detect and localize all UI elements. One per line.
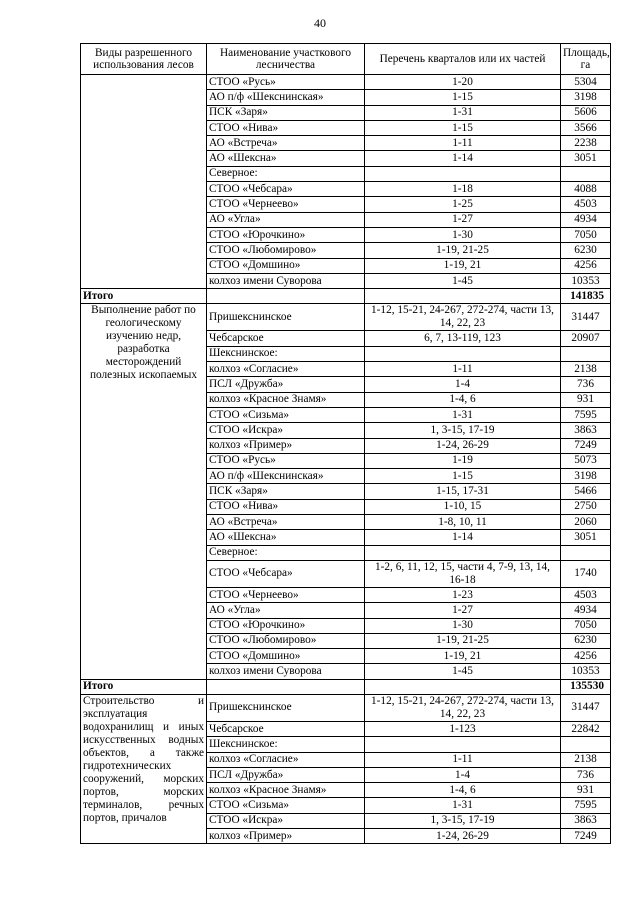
area-cell: 2060 bbox=[561, 515, 611, 530]
use-type-cell: Выполнение работ по геологическому изучению недр, разработка месторождений полезных ископаемых bbox=[81, 304, 207, 679]
forestry-name-cell: СТОО «Чебсара» bbox=[207, 182, 365, 197]
forestry-name-cell: Пришекснинское bbox=[207, 304, 365, 331]
quarters-cell: 1-23 bbox=[365, 587, 561, 602]
quarters-cell: 1-4 bbox=[365, 377, 561, 392]
forestry-name-cell: АО «Встреча» bbox=[207, 136, 365, 151]
table-row bbox=[81, 75, 611, 90]
forestry-name-cell: АО «Шексна» bbox=[207, 530, 365, 545]
page-number: 40 bbox=[314, 16, 326, 30]
area-cell: 31447 bbox=[561, 304, 611, 331]
forestry-name-cell: колхоз «Пример» bbox=[207, 829, 365, 844]
area-cell: 3051 bbox=[561, 151, 611, 166]
area-cell: 3051 bbox=[561, 530, 611, 545]
area-cell: 5304 bbox=[561, 75, 611, 90]
area-cell: 3198 bbox=[561, 90, 611, 105]
forestry-name-cell: СТОО «Нива» bbox=[207, 120, 365, 135]
forest-use-table bbox=[80, 43, 611, 844]
table-body bbox=[81, 75, 611, 844]
forestry-name-cell: Чебсарское bbox=[207, 721, 365, 736]
use-type-cell bbox=[81, 75, 207, 289]
forestry-name-cell: СТОО «Нива» bbox=[207, 499, 365, 514]
quarters-cell: 1-20 bbox=[365, 75, 561, 90]
forestry-name-cell: СТОО «Домшино» bbox=[207, 649, 365, 664]
area-cell: 4934 bbox=[561, 603, 611, 618]
area-cell: 4088 bbox=[561, 182, 611, 197]
forestry-name-cell: колхоз «Красное Знамя» bbox=[207, 392, 365, 407]
area-cell: 2750 bbox=[561, 499, 611, 514]
area-cell: 31447 bbox=[561, 694, 611, 721]
quarters-cell bbox=[365, 166, 561, 181]
forestry-name-cell: ПСК «Заря» bbox=[207, 105, 365, 120]
area-cell: 4256 bbox=[561, 258, 611, 273]
header-use-type: Виды разрешенного использования лесов bbox=[81, 44, 207, 75]
quarters-cell: 1-10, 15 bbox=[365, 499, 561, 514]
area-cell bbox=[561, 346, 611, 361]
area-cell: 7595 bbox=[561, 407, 611, 422]
forestry-name-cell: ПСЛ «Дружба» bbox=[207, 377, 365, 392]
forestry-name-cell: Чебсарское bbox=[207, 331, 365, 346]
quarters-cell: 1-14 bbox=[365, 530, 561, 545]
area-cell: 2138 bbox=[561, 362, 611, 377]
quarters-cell: 1-11 bbox=[365, 362, 561, 377]
area-cell: 10353 bbox=[561, 664, 611, 679]
forestry-name-cell: АО п/ф «Шекснинская» bbox=[207, 90, 365, 105]
area-cell: 7050 bbox=[561, 227, 611, 242]
forestry-name-cell: СТОО «Искра» bbox=[207, 813, 365, 828]
forestry-name-cell: АО «Шексна» bbox=[207, 151, 365, 166]
quarters-cell: 1-2, 6, 11, 12, 15, части 4, 7-9, 13, 14, 16-18 bbox=[365, 560, 561, 587]
quarters-cell: 1-18 bbox=[365, 182, 561, 197]
area-cell bbox=[561, 737, 611, 752]
area-cell: 4503 bbox=[561, 197, 611, 212]
total-row bbox=[81, 679, 611, 694]
quarters-cell: 1-45 bbox=[365, 273, 561, 288]
total-row bbox=[81, 289, 611, 304]
quarters-cell: 1-19 bbox=[365, 453, 561, 468]
forestry-name-cell: СТОО «Чернеево» bbox=[207, 587, 365, 602]
area-cell: 20907 bbox=[561, 331, 611, 346]
area-cell: 4256 bbox=[561, 649, 611, 664]
forestry-name-cell: колхоз имени Суворова bbox=[207, 273, 365, 288]
table-row bbox=[81, 304, 611, 331]
forestry-name-cell: АО «Встреча» bbox=[207, 515, 365, 530]
quarters-cell: 1-19, 21-25 bbox=[365, 633, 561, 648]
empty-cell bbox=[365, 289, 561, 304]
quarters-cell: 1-4, 6 bbox=[365, 392, 561, 407]
quarters-cell: 1-4 bbox=[365, 767, 561, 782]
table-row bbox=[81, 694, 611, 721]
quarters-cell: 1-12, 15-21, 24-267, 272-274, части 13, 14, 22, 23 bbox=[365, 694, 561, 721]
area-cell bbox=[561, 545, 611, 560]
forestry-name-cell: колхоз «Пример» bbox=[207, 438, 365, 453]
forestry-name-cell: колхоз «Согласие» bbox=[207, 752, 365, 767]
forestry-name-cell: АО «Угла» bbox=[207, 212, 365, 227]
forestry-name-cell: СТОО «Домшино» bbox=[207, 258, 365, 273]
forestry-name-cell: Северное: bbox=[207, 166, 365, 181]
area-cell: 3566 bbox=[561, 120, 611, 135]
area-cell: 7595 bbox=[561, 798, 611, 813]
forestry-name-cell: АО п/ф «Шекснинская» bbox=[207, 469, 365, 484]
quarters-cell: 1-31 bbox=[365, 798, 561, 813]
quarters-cell: 1-4, 6 bbox=[365, 783, 561, 798]
area-cell: 5466 bbox=[561, 484, 611, 499]
quarters-cell: 1-24, 26-29 bbox=[365, 438, 561, 453]
area-cell: 7249 bbox=[561, 438, 611, 453]
quarters-cell: 1-19, 21-25 bbox=[365, 243, 561, 258]
quarters-cell: 1-123 bbox=[365, 721, 561, 736]
quarters-cell: 1, 3-15, 17-19 bbox=[365, 423, 561, 438]
forestry-name-cell: колхоз имени Суворова bbox=[207, 664, 365, 679]
area-cell: 3863 bbox=[561, 423, 611, 438]
forestry-name-cell: СТОО «Юрочкино» bbox=[207, 618, 365, 633]
header-forestry: Наименование участкового лесничества bbox=[207, 44, 365, 75]
quarters-cell: 1-25 bbox=[365, 197, 561, 212]
area-cell: 931 bbox=[561, 392, 611, 407]
quarters-cell: 1-11 bbox=[365, 752, 561, 767]
area-cell: 7050 bbox=[561, 618, 611, 633]
forestry-name-cell: СТОО «Русь» bbox=[207, 75, 365, 90]
quarters-cell: 1-31 bbox=[365, 105, 561, 120]
forestry-name-cell: СТОО «Любомирово» bbox=[207, 633, 365, 648]
area-cell: 3863 bbox=[561, 813, 611, 828]
forestry-name-cell: ПСК «Заря» bbox=[207, 484, 365, 499]
area-cell: 22842 bbox=[561, 721, 611, 736]
total-area: 135530 bbox=[561, 679, 611, 694]
quarters-cell bbox=[365, 545, 561, 560]
quarters-cell: 1-27 bbox=[365, 212, 561, 227]
area-cell bbox=[561, 166, 611, 181]
area-cell: 931 bbox=[561, 783, 611, 798]
forestry-name-cell: колхоз «Согласие» bbox=[207, 362, 365, 377]
quarters-cell: 1-15 bbox=[365, 120, 561, 135]
total-label: Итого bbox=[81, 289, 207, 304]
total-label: Итого bbox=[81, 679, 207, 694]
quarters-cell: 1-15, 17-31 bbox=[365, 484, 561, 499]
empty-cell bbox=[207, 679, 365, 694]
area-cell: 1740 bbox=[561, 560, 611, 587]
quarters-cell: 1-15 bbox=[365, 90, 561, 105]
quarters-cell: 1-14 bbox=[365, 151, 561, 166]
forestry-name-cell: СТОО «Русь» bbox=[207, 453, 365, 468]
quarters-cell bbox=[365, 737, 561, 752]
forestry-name-cell: СТОО «Чернеево» bbox=[207, 197, 365, 212]
forestry-name-cell: Северное: bbox=[207, 545, 365, 560]
forestry-name-cell: Пришекснинское bbox=[207, 694, 365, 721]
quarters-cell: 1-24, 26-29 bbox=[365, 829, 561, 844]
area-cell: 736 bbox=[561, 767, 611, 782]
area-cell: 4503 bbox=[561, 587, 611, 602]
header-quarters: Перечень кварталов или их частей bbox=[365, 44, 561, 75]
area-cell: 5606 bbox=[561, 105, 611, 120]
quarters-cell: 1-8, 10, 11 bbox=[365, 515, 561, 530]
area-cell: 3198 bbox=[561, 469, 611, 484]
quarters-cell: 1-12, 15-21, 24-267, 272-274, части 13, 14, 22, 23 bbox=[365, 304, 561, 331]
empty-cell bbox=[365, 679, 561, 694]
quarters-cell: 1-19, 21 bbox=[365, 649, 561, 664]
forestry-name-cell: СТОО «Чебсара» bbox=[207, 560, 365, 587]
area-cell: 2138 bbox=[561, 752, 611, 767]
area-cell: 5073 bbox=[561, 453, 611, 468]
forestry-name-cell: АО «Угла» bbox=[207, 603, 365, 618]
quarters-cell: 1-31 bbox=[365, 407, 561, 422]
forestry-name-cell: ПСЛ «Дружба» bbox=[207, 767, 365, 782]
total-area: 141835 bbox=[561, 289, 611, 304]
forestry-name-cell: СТОО «Искра» bbox=[207, 423, 365, 438]
quarters-cell: 1-30 bbox=[365, 618, 561, 633]
area-cell: 7249 bbox=[561, 829, 611, 844]
quarters-cell: 1-45 bbox=[365, 664, 561, 679]
forestry-name-cell: Шекснинское: bbox=[207, 346, 365, 361]
forestry-name-cell: СТОО «Сизьма» bbox=[207, 798, 365, 813]
empty-cell bbox=[207, 289, 365, 304]
forestry-name-cell: Шекснинское: bbox=[207, 737, 365, 752]
area-cell: 6230 bbox=[561, 633, 611, 648]
use-type-cell: Строительство и эксплуатация водохранилищ и иных искусственных водных объектов, а также гидротехнических сооружений, морских портов, морских терминалов, речных портов, причалов bbox=[81, 694, 207, 843]
forestry-name-cell: СТОО «Юрочкино» bbox=[207, 227, 365, 242]
area-cell: 6230 bbox=[561, 243, 611, 258]
quarters-cell: 1-15 bbox=[365, 469, 561, 484]
quarters-cell: 1-19, 21 bbox=[365, 258, 561, 273]
quarters-cell bbox=[365, 346, 561, 361]
quarters-cell: 1-30 bbox=[365, 227, 561, 242]
quarters-cell: 1, 3-15, 17-19 bbox=[365, 813, 561, 828]
area-cell: 4934 bbox=[561, 212, 611, 227]
area-cell: 2238 bbox=[561, 136, 611, 151]
area-cell: 10353 bbox=[561, 273, 611, 288]
quarters-cell: 1-27 bbox=[365, 603, 561, 618]
forestry-name-cell: СТОО «Сизьма» bbox=[207, 407, 365, 422]
header-area: Площадь, га bbox=[561, 44, 611, 75]
forestry-name-cell: колхоз «Красное Знамя» bbox=[207, 783, 365, 798]
forestry-name-cell: СТОО «Любомирово» bbox=[207, 243, 365, 258]
header-row bbox=[81, 44, 611, 75]
quarters-cell: 6, 7, 13-119, 123 bbox=[365, 331, 561, 346]
area-cell: 736 bbox=[561, 377, 611, 392]
quarters-cell: 1-11 bbox=[365, 136, 561, 151]
